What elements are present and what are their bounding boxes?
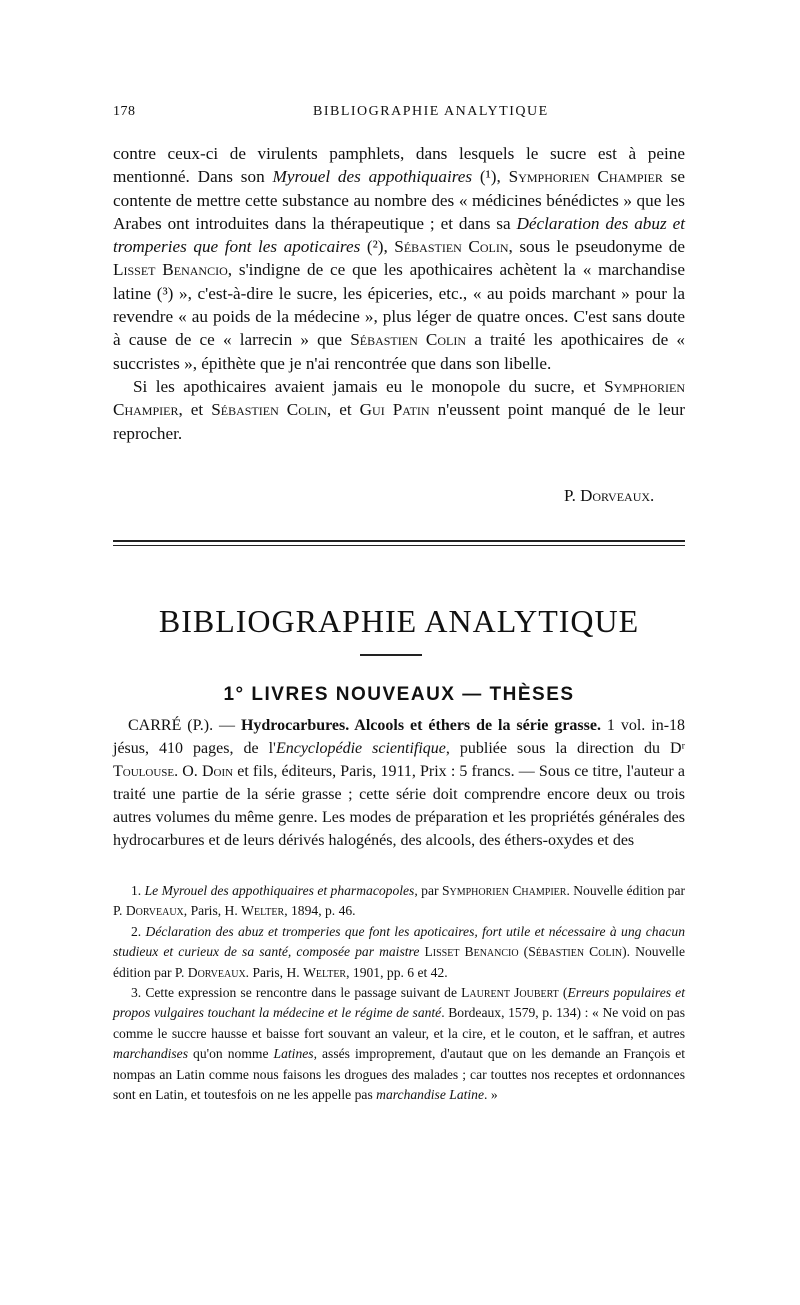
article-paragraph-1: contre ceux-ci de virulents pamphlets, dans lesquels le sucre est à peine mentionné. Dans son Myrouel des appothiquaires (¹), Symphorien Champier se contente de mettre cette substance au nombre des « médicines bénédictes » que les Arabes ont introduites dans la thérapeutique ; et dans sa Déclaration des abuz et tromperies que font les apoticaires (²), Sébastien Colin, sous le pseudonyme de Lisset Benancio, s'indigne de ce que les apothicaires achètent la « marchandise latine (³) », c'est-à-dire le sucre, les épiceries, etc., « au poids marchant » pour la revendre « au poids de la médecine », plus léger de quatre onces. C'est sans doute à cause de ce « larrecin » que Sébastien Colin a traité les apothicaires de « succristes », épithète que je n'ai rencontrée que dans son libelle.: [113, 144, 685, 373]
footnotes: [113, 881, 685, 1105]
footnote-2: 2. Déclaration des abuz et tromperies que font les apoticaires, fort utile et nécessaire à ung chacun studieux et curieux de sa santé, composée par maistre Lisset Benancio (Sébastien Colin). Nouvelle édition par P. Dorveaux. Paris, H. Welter, 1901, pp. 6 et 42.: [113, 923, 685, 980]
running-header: [113, 104, 683, 126]
footnote-3: 3. Cette expression se rencontre dans le passage suivant de Laurent Joubert (Erreurs populaires et propos vulgaires touchant la médecine et le régime de santé. Bordeaux, 1579, p. 134) : « Ne void on pas comme le succre hausse et baisse fort souvant an valeur, et la cire, et le couton, et le saffran, et autres marchandises qu'on nomme Latines, assés improprement, d'autaut que on les demande an François et nompas an Latin comme nous faisons les drogues des malades ; car touttes nos receptes et ordonnances sont en Latin, et toutesfois on ne les appelle pas marchandise Latine. »: [113, 985, 686, 1103]
title-underline: [360, 654, 422, 656]
section-divider-bottom: [113, 545, 685, 546]
book-title: Hydrocarbures. Alcools et éthers de la série grasse.: [240, 717, 601, 734]
author-signature: P. Dorveaux.: [564, 486, 655, 505]
article-paragraph-2: Si les apothicaires avaient jamais eu le monopole du sucre, et Symphorien Champier, et Sébastien Colin, et Gui Patin n'eussent point manqué de le leur reprocher.: [113, 376, 685, 443]
subheading: 1° LIVRES NOUVEAUX — THÈSES: [223, 684, 575, 705]
running-title: BIBLIOGRAPHIE ANALYTIQUE: [313, 104, 549, 119]
footnote-1: 1. Le Myrouel des appothiquaires et pharmacopoles, par Symphorien Champier. Nouvelle édition par P. Dorveaux, Paris, H. Welter, 1894, p. 46.: [113, 883, 685, 919]
page-number: 178: [113, 104, 136, 119]
bibliography-entry: CARRÉ (P.). — Hydrocarbures. Alcools et éthers de la série grasse. 1 vol. in-18 jésus, 410 pages, de l'Encyclopédie scientifique, publiée sous la direction du Dʳ Toulouse. O. Doin et fils, éditeurs, Paris, 1911, Prix : 5 francs. — Sous ce titre, l'auteur a traité une partie de la série grasse ; cette série doit comprendre encore deux ou trois autres volumes du même genre. Les modes de préparation et les propriétés générales des hydrocarbures et de leurs dérivés halogénés, des alcools, des éthers-oxydes et des: [113, 717, 686, 850]
section-divider-top: [113, 540, 685, 542]
section-title: BIBLIOGRAPHIE ANALYTIQUE: [158, 603, 640, 639]
article-text: [113, 142, 685, 445]
